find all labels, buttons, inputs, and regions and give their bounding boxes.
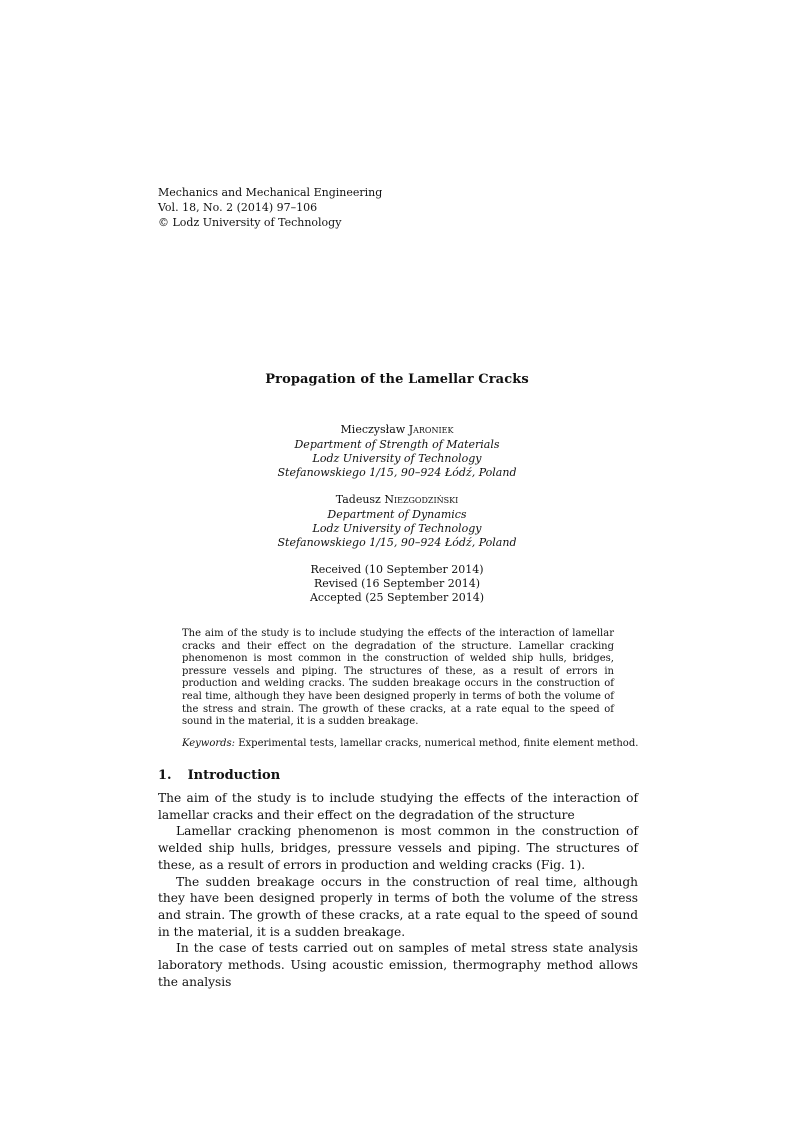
keywords-label: Keywords: <box>182 738 236 749</box>
author-first-name: Tadeusz <box>335 493 381 506</box>
author-university: Lodz University of Technology <box>312 452 482 465</box>
paragraph: The aim of the study is to include studying the effects of the interaction of lamellar cracks and their effect on the degradation of the structure <box>158 791 638 822</box>
section-title: Introduction <box>187 768 281 783</box>
author-department: Department of Strength of Materials <box>294 438 500 451</box>
author-last-name: Niezgodziński <box>384 493 459 506</box>
section-number: 1. <box>158 768 172 783</box>
author-name <box>0 493 794 507</box>
body-text <box>158 790 638 990</box>
author-block <box>0 423 794 480</box>
paragraph: Lamellar cracking phenomenon is most common in the construction of welded ship hulls, bridges, pressure vessels and piping. The structures of these, as a result of errors in production and welding cracks (Fig. 1). <box>158 824 638 872</box>
author-name <box>0 423 794 437</box>
paragraph: The sudden breakage occurs in the construction of real time, although they have been designed properly in terms of both the volume of the stress and strain. The growth of these cracks, at a rate equal to the speed of sound in the material, it is a sudden breakage. <box>158 874 638 939</box>
keywords <box>182 737 639 750</box>
journal-copyright: © Lodz University of Technology <box>158 216 342 229</box>
author-last-name: Jaroniek <box>408 423 454 436</box>
author-first-name: Mieczysław <box>340 423 406 436</box>
journal-volume: Vol. 18, No. 2 (2014) 97–106 <box>158 201 318 214</box>
paragraph: In the case of tests carried out on samples of metal stress state analysis laboratory methods. Using acoustic emission, thermography method allows the analysis <box>158 941 638 989</box>
journal-header <box>158 185 382 230</box>
author-list <box>0 423 794 563</box>
author-block <box>0 493 794 550</box>
author-department: Department of Dynamics <box>327 508 467 521</box>
abstract: The aim of the study is to include studying the effects of the interaction of lamellar cracks and their effect on the degradation of the structure. Lamellar cracking phenomenon is most common in the construction of welded ship hulls, bridges, pressure vessels and piping. The structures of these, as a result of errors in production and welding cracks. The sudden breakage occurs in the construction of real time, although they have been designed properly in terms of both the volume of the stress and strain. The growth of these cracks, at a rate equal to the speed of sound in the material, it is a sudden breakage. <box>182 628 614 728</box>
section-heading <box>158 768 280 783</box>
journal-name: Mechanics and Mechanical Engineering <box>158 186 383 199</box>
date-accepted: Accepted (25 September 2014) <box>309 591 485 604</box>
author-address: Stefanowskiego 1/15, 90–924 Łódź, Poland <box>277 466 517 479</box>
submission-dates <box>0 563 794 605</box>
date-received: Received (10 September 2014) <box>310 563 484 576</box>
keywords-text: Experimental tests, lamellar cracks, numerical method, finite element method. <box>238 738 639 749</box>
date-revised: Revised (16 September 2014) <box>313 577 481 590</box>
author-address: Stefanowskiego 1/15, 90–924 Łódź, Poland <box>277 536 517 549</box>
author-university: Lodz University of Technology <box>312 522 482 535</box>
paper-title: Propagation of the Lamellar Cracks <box>265 372 529 387</box>
